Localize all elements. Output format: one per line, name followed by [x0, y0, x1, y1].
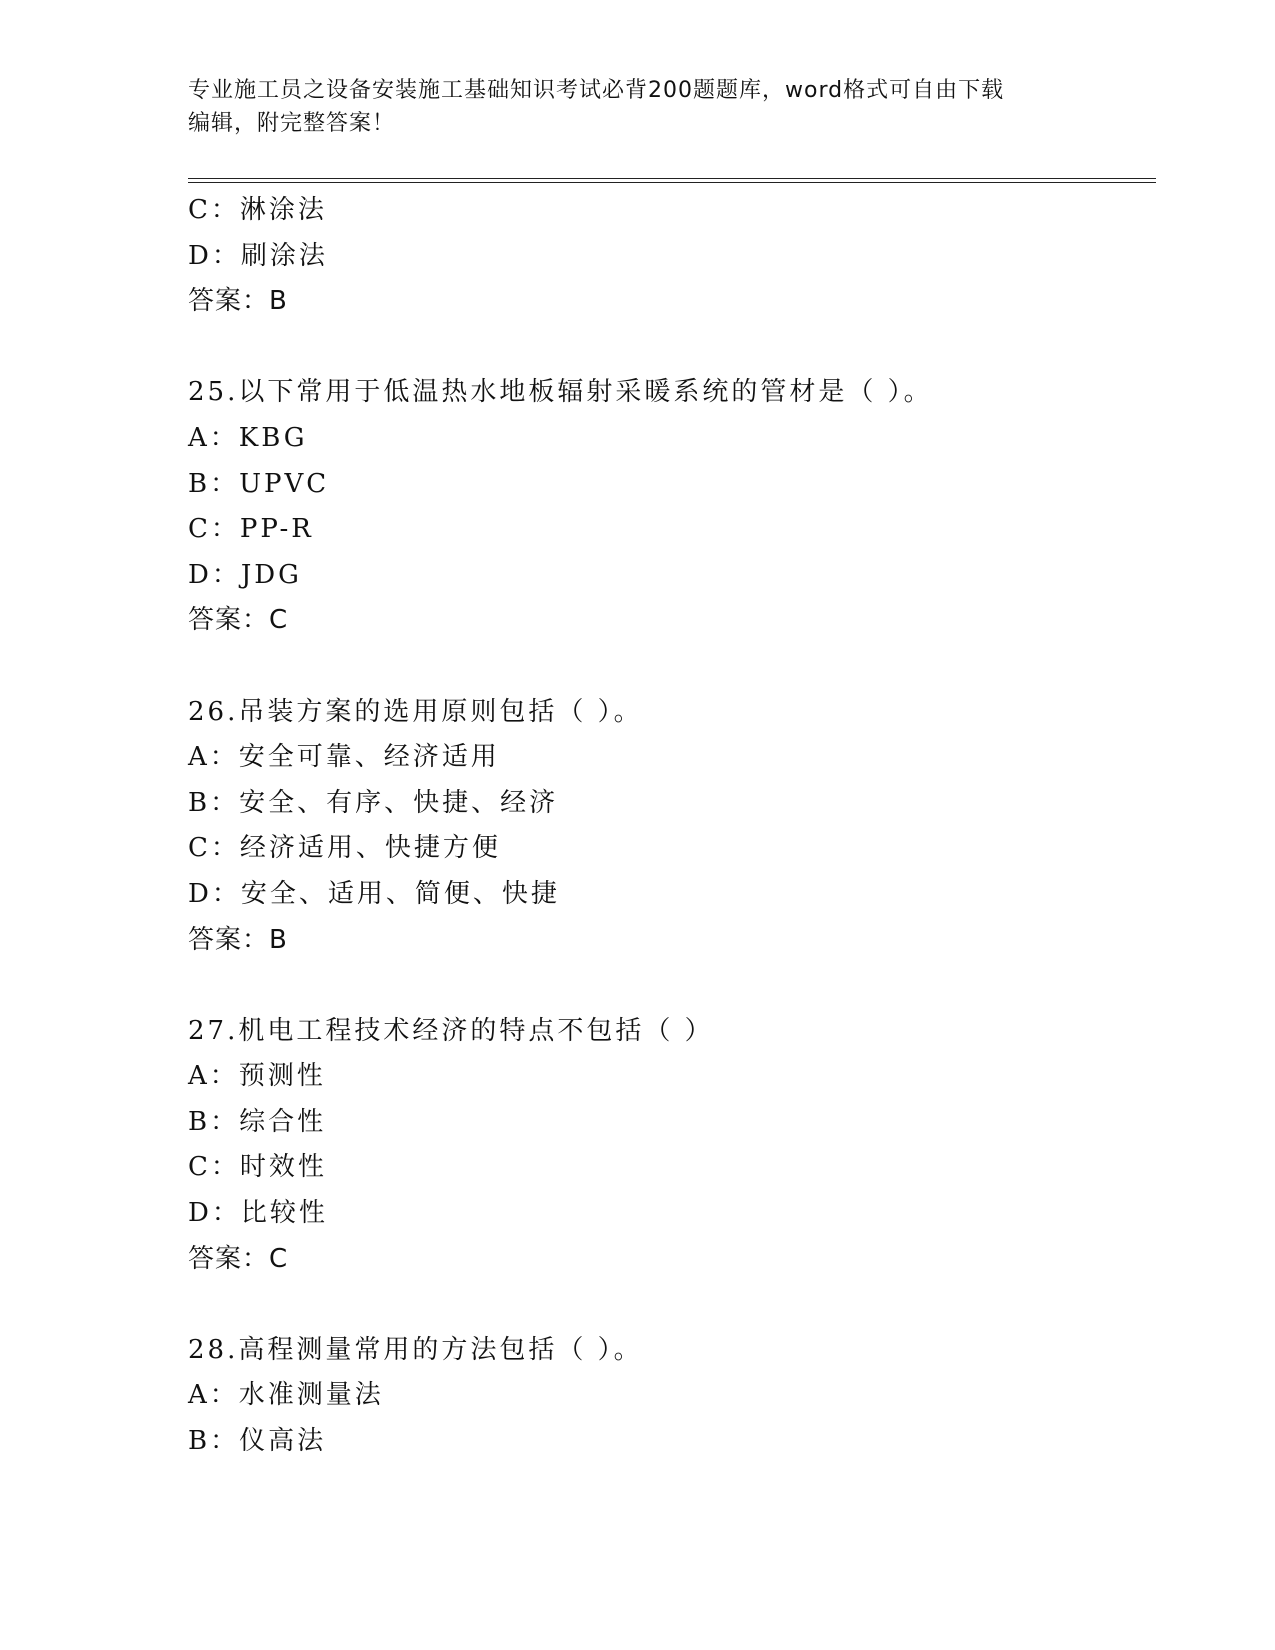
option-a: A：水准测量法 [188, 1380, 384, 1411]
spacer [188, 963, 1156, 1009]
answer-line: 答案：C [188, 605, 289, 636]
answer-line: 答案：B [188, 286, 288, 317]
option-b: B：安全、有序、快捷、经济 [188, 787, 559, 818]
header-divider-bottom [188, 182, 1156, 183]
option-b: B：综合性 [188, 1106, 327, 1137]
document-header [188, 74, 1088, 140]
question-stem: 27.机电工程技术经济的特点不包括（ ） [188, 1015, 714, 1046]
question-stem: 25.以下常用于低温热水地板辐射采暖系统的管材是（ ）。 [188, 377, 933, 408]
option-b: B：仪高法 [188, 1426, 327, 1457]
option-c: C：时效性 [188, 1152, 327, 1183]
option-b: B：UPVC [188, 468, 330, 499]
option-c: C：淋涂法 [188, 195, 327, 225]
question-stem: 26.吊装方案的选用原则包括（ ）。 [188, 696, 643, 727]
option-a: A：预测性 [188, 1061, 326, 1092]
question-list [188, 188, 1156, 1465]
spacer [188, 325, 1156, 371]
option-a: A：安全可靠、经济适用 [188, 742, 500, 773]
header-divider-top [188, 178, 1156, 179]
header-line-2: 编辑，附完整答案！ [188, 111, 396, 136]
question-stem: 28.高程测量常用的方法包括（ ）。 [188, 1334, 643, 1365]
option-d: D：JDG [188, 559, 302, 590]
header-line-1: 专业施工员之设备安装施工基础知识考试必背200题题库，word格式可自由下载 [188, 78, 1005, 103]
answer-line: 答案：B [188, 924, 288, 955]
option-c: C：经济适用、快捷方便 [188, 833, 501, 864]
option-a: A：KBG [188, 422, 308, 453]
option-d: D：比较性 [188, 1198, 328, 1229]
option-c: C：PP-R [188, 514, 314, 545]
option-d: D：刷涂法 [188, 240, 328, 271]
answer-line: 答案：C [188, 1243, 289, 1274]
spacer [188, 644, 1156, 690]
option-d: D：安全、适用、简便、快捷 [188, 878, 560, 909]
spacer [188, 1282, 1156, 1328]
